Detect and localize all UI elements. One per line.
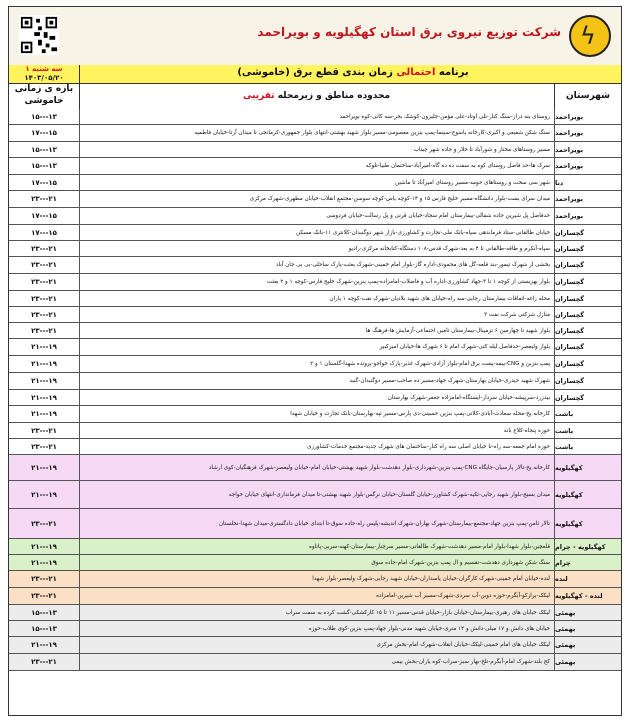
table-row <box>9 637 621 654</box>
city-cell: بهمئی <box>555 641 576 649</box>
table-row <box>9 291 621 307</box>
weekday-label: سه شنبه ۱ <box>25 65 63 73</box>
area-cell: بیدزرد-سرپیشه-خیابان سردار-ایستگاه-امامزاده جعفر-شهرک بهارستان <box>79 390 555 405</box>
city-cell: گچساران <box>555 294 585 303</box>
schedule-sheet <box>8 6 622 716</box>
date-label: ۱۴۰۳/۰۵/۲۰ <box>24 74 64 82</box>
table-row <box>9 423 621 439</box>
column-headers <box>9 83 621 110</box>
table-row <box>9 455 621 481</box>
time-cell: ۲۱---۱۹ <box>9 637 80 653</box>
table-row <box>9 406 621 423</box>
area-cell: سنگ شکن شفیعی و اکبری-کارخانه یاسوج-سینما-پمپ بنزین معصومی-مسیر بلوار شهید بهشتی-انتهای بلوار جمهوری-کرمانجی تا میدان آرتا-خیابان فاطمیه <box>79 125 555 141</box>
time-cell: ۲۳---۲۱ <box>9 509 80 538</box>
table-row <box>9 356 621 373</box>
city-cell: گچساران <box>555 360 585 368</box>
table-row <box>9 323 621 339</box>
table-row <box>9 225 621 241</box>
city-cell: گچساران <box>555 228 585 237</box>
table-row <box>9 158 621 175</box>
city-cell: بویراحمد <box>555 129 584 137</box>
city-cell: گچساران <box>555 261 585 269</box>
table-row <box>9 257 621 274</box>
table-row <box>9 571 621 588</box>
area-cell: تالار ثامن-پمپ بنزین جهاد-مجتمع-بیمارستان-شهرک بهاران-شهرک اندیشه-پلیس راه-جاده سوق-تا ابتدای خیابان دادگستری-میدان شهدا-نخلستان <box>79 509 555 538</box>
bolt-icon: ϟ <box>580 22 596 50</box>
time-cell: ۲۱---۱۹ <box>9 390 80 405</box>
table-row <box>9 175 621 191</box>
time-cell: ۱۷---۱۵ <box>9 225 80 240</box>
time-cell: ۲۳---۲۱ <box>9 191 80 207</box>
area-cell: بلوار بهزیستی از کوچه ۱ تا ۳-جهاد کشاورزی-اداره آب و فاضلاب-امامزاده-پمپ بنزین-شهرک خلیج فارس-کوچه ۱ و ۲ بعثت <box>79 274 555 290</box>
col-city-header: شهرستان <box>566 91 610 101</box>
area-cell: مسیر روستاهای مختار و شورآباد تا خلار و جاده شهر چیتاب <box>79 142 555 157</box>
area-cell: لیکک خیابان های رهبری-بیمارستان-خیابان بازار-خیابان قدس-مسیر ۱۱ تا ۱۵ کارکشکی-گشت کرده به سمت سراب <box>79 605 555 620</box>
area-cell: میدان سرای بست-بلوار دانشگاه-مسیر خلیج فارس ۱۵ و ۱۴-کوچه یاس-کوچه سوسن-مجتمع انقلاب-خیابان مطهری-شهرک مرکزی <box>79 191 555 207</box>
table-row <box>9 241 621 257</box>
city-cell: بویراحمد <box>555 112 584 121</box>
city-cell: لنده - کهگیلویه <box>555 592 603 600</box>
city-cell: بهمئی <box>555 608 576 617</box>
time-cell: ۲۳---۲۱ <box>9 257 80 273</box>
table-row <box>9 373 621 390</box>
table-row <box>9 555 621 571</box>
table-row <box>9 208 621 225</box>
city-cell: لنده <box>555 575 568 583</box>
area-cell: سرک ها-حد فاصل روستای کوه به سمت ده ده گاه-امیرآباد-ساختمان طبیا-تلوکه <box>79 158 555 174</box>
table-row <box>9 588 621 605</box>
area-cell: میدان بسیج-بلوار شهید رجایی-تکیه-شهرک کشاورز-خیابان گلستان-خیابان نرگس-بلوار شهید بهشتی-تا میدان فرمانداری-انتهای خیابان خواجه <box>79 481 555 508</box>
city-cell: کهگیلویه <box>555 490 583 499</box>
time-cell: ۱۷---۱۵ <box>9 125 80 141</box>
time-cell: ۲۳---۲۱ <box>9 571 80 587</box>
time-cell: ۲۱---۱۹ <box>9 481 80 508</box>
time-cell: ۲۱---۱۹ <box>9 339 80 355</box>
city-cell: بویراحمد <box>555 162 584 170</box>
program-title: برنامه احتمالی زمان بندی قطع برق (خاموشی) <box>237 67 469 78</box>
table-row <box>9 605 621 621</box>
area-cell: لیکک-برازکو-آبگرم-حوزه دوبن-آب سردی-شهرک-مسیر آب شیرین-امامزاده <box>79 588 555 604</box>
time-cell: ۲۳---۲۱ <box>9 323 80 338</box>
table-row <box>9 109 621 125</box>
city-cell: باشت <box>555 442 574 451</box>
table-row <box>9 621 621 637</box>
time-cell: ۲۳---۲۱ <box>9 307 80 322</box>
table-row <box>9 274 621 291</box>
area-cell: بلوار شهید تا چهارمین ۶ ترمینال-بیمارستان تامین اجتماعی-آزمایش ها-فرهنگ ها <box>79 323 555 338</box>
area-cell: کارخانه یخ-محله سعادت-آبادی-کلاتی-پمپ بنزین حسینی-دی پارس-مسیر تپه-بهارستان-بانک تجارت و خیابان شهدا <box>79 406 555 422</box>
time-cell: ۱۵---۱۳ <box>9 158 80 174</box>
table-row <box>9 481 621 509</box>
city-cell: باشت <box>555 426 574 435</box>
area-cell: شهر سی سخت و روستاهای حومه-مسیر روستای امیرآباد تا ماشین <box>79 175 555 190</box>
city-cell: گچساران <box>555 244 585 253</box>
city-cell: بویراحمد <box>555 212 584 220</box>
time-cell: ۱۵---۱۳ <box>9 605 80 620</box>
city-cell: کهگیلویه - چرام <box>555 542 606 551</box>
table-row <box>9 191 621 208</box>
city-cell: گچساران <box>555 278 585 286</box>
time-cell: ۱۷---۱۵ <box>9 175 80 190</box>
time-cell: ۲۳---۲۱ <box>9 291 80 306</box>
time-cell: ۲۳---۲۱ <box>9 654 80 670</box>
time-cell: ۱۵---۱۳ <box>9 109 80 124</box>
area-cell: حوزه پنجاه-کلاغ بانه <box>79 423 555 438</box>
area-cell: بلوار ولیعصر-حدفاصل لیله کتی-شهرک امام تا ۶ شهرک ها-خیابان امیرکبیر <box>79 339 555 355</box>
company-logo <box>569 15 611 57</box>
area-cell: خیابان های دانش و ۱۷ میلی-دانش و ۱۴ متری-خیابان شهید مدنی-بلوار جهاد-پمپ بنزین-کوی طلاب-حوزه <box>79 621 555 636</box>
time-cell: ۲۳---۲۱ <box>9 423 80 438</box>
city-cell: بویراحمد <box>555 195 584 203</box>
table-row <box>9 125 621 142</box>
area-cell: بخشی از شهرک تیمور-بند قلعه-گل های محمودی-اداره گاز-بلوار امام خمینی-شهرک بعثت-پارک ساحلی-بی بی جان آباد <box>79 257 555 273</box>
table-row <box>9 539 621 555</box>
area-cell: لنده-خیابان امام خمینی-شهرک کارگران-خیابان پاسداران-خیابان شهید رجایی-شهرک ولیعصر-بلوار شهدا <box>79 571 555 587</box>
area-cell: کارخانه یخ-تالار پارسیان-جایگاه CNG-پمپ بنزین-شهرداری-بلوار دهدشت-بلوار شهید بهشتی-خیابان امام-خیابان ولیعصر-شهرک فرهنگیان-کوی ارشاد <box>79 455 555 480</box>
time-cell: ۲۳---۲۱ <box>9 439 80 454</box>
area-cell: لیکک خیابان های امام خمینی-لیکک-خیابان انقلاب-شهرک امام-بخش مرکزی <box>79 637 555 653</box>
area-cell: پمپ بنزین و CNG-بیمه-پست برق امام-بلوار آزادی-شهرک غذیر-پارک خواجو-پرونده شهدا-گلستان ۱ و ۲ <box>79 356 555 372</box>
time-cell: ۱۵---۱۳ <box>9 142 80 157</box>
area-cell: روستای بنه دراز-سنگ کنار-تلی اوتاد-علی مؤمن-جلیزون-کوشک بحر-سه کانی-کوه بویراحمد <box>79 109 555 124</box>
time-cell: ۲۱---۱۹ <box>9 406 80 422</box>
time-cell: ۲۱---۱۹ <box>9 373 80 389</box>
time-cell: ۱۷---۱۵ <box>9 208 80 224</box>
time-cell: ۲۳---۲۱ <box>9 588 80 604</box>
city-cell: کهگیلویه <box>555 463 583 472</box>
area-cell: حدفاصل پل شیرین جاده شمالی-بیمارستان امام سجاد-خیابان قرنی و پل رسالت-خیابان فردوسی <box>79 208 555 224</box>
city-cell: بویراحمد <box>555 145 584 154</box>
city-cell: گچساران <box>555 377 585 385</box>
area-cell: منازل شرکتی شرکت نفت ۳ <box>79 307 555 322</box>
time-cell: ۲۱---۱۹ <box>9 555 80 570</box>
city-cell: گچساران <box>555 343 585 351</box>
city-cell: گچساران <box>555 310 585 319</box>
area-cell: سنگ شکن شهرداری دهدشت-تقسیم و ال پمپ بنزین-شهرک امام-جاده سوق <box>79 555 555 570</box>
area-cell: شهرک شهید حیدری-خیابان بهارستان-شهرک جهاد-مسیر ده صاحب-مسیر دوگنبدان-گنبد <box>79 373 555 389</box>
date-box <box>9 65 80 83</box>
city-cell: باشت <box>555 410 574 418</box>
program-banner <box>9 65 621 84</box>
document-header <box>9 7 621 66</box>
area-cell: حوزه امام جمعه-سه راه-تا خیابان اصلی سه راه کنار-ساختمان های شهرک جدید-مجتمع خدمات-کشاورزی <box>79 439 555 454</box>
col-time-header: بازه ی زمانی خاموشی <box>9 83 80 109</box>
city-cell: بهمئی <box>555 658 576 666</box>
qr-code-icon <box>19 15 59 55</box>
city-cell: کهگیلویه <box>555 519 583 528</box>
col-area-header: محدوده مناطق و زیرمحله تقریبی <box>79 83 555 109</box>
area-cell: محله زاغه-اتفاقات بیمارستان رجایی-سه راه-خیابان های شهید بلادیان-شهرک نفت-کوچه ۱ یاران <box>79 291 555 306</box>
city-cell: گچساران <box>555 326 585 335</box>
table-row <box>9 439 621 455</box>
table-row <box>9 339 621 356</box>
time-cell: ۲۱---۱۹ <box>9 356 80 372</box>
area-cell: خیابان طالقانی-ستاد فرماندهی سپاه-بانک ملی-تجارت و کشاورزی-بازار شهر دوگنبدان-کلانتری ۱۱-بانک مسکن <box>79 225 555 240</box>
table-row <box>9 142 621 158</box>
table-row <box>9 390 621 406</box>
area-cell: قلعچین-بلوار شهدا-بلوار امام-مسیر دهدشت-شهرک طالقانی-مسیر سرچنار-بیمارستان-کهنه-سربی-پاتاوه <box>79 539 555 554</box>
table-row <box>9 307 621 323</box>
city-cell: گچساران <box>555 393 585 402</box>
time-cell: ۲۳---۲۱ <box>9 241 80 256</box>
area-cell: کج بلند-شهرک امام-آبگرم-تلخ-بهار سبز-سراب-کوه یاران-بخش بیمی <box>79 654 555 670</box>
time-cell: ۲۱---۱۹ <box>9 455 80 480</box>
city-cell: بهمئی <box>555 624 576 633</box>
table-row <box>9 509 621 539</box>
table-row <box>9 654 621 671</box>
city-cell: چرام <box>555 558 571 567</box>
area-cell: سپاه-آنکرم و طاقه-طالقانی تا ۴ به بعد-شهرک قدس-۱۰۸ دستگاه-کتابخانه مرکزی-رادیو <box>79 241 555 256</box>
company-title: شرکت توزیع نیروی برق استان کهگیلویه و بویراحمد <box>257 25 561 39</box>
time-cell: ۲۳---۲۱ <box>9 274 80 290</box>
time-cell: ۲۱---۱۹ <box>9 539 80 554</box>
time-cell: ۱۵---۱۳ <box>9 621 80 636</box>
city-cell: دنا <box>555 178 564 187</box>
